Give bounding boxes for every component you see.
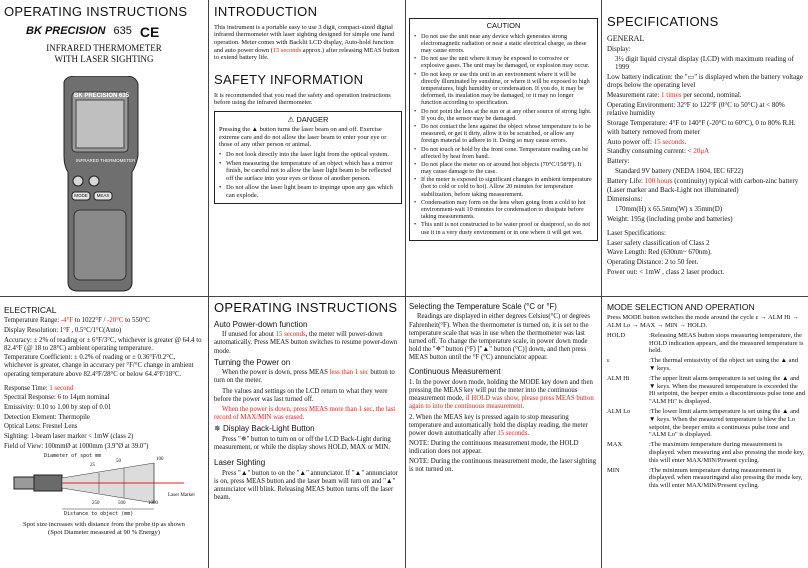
danger-intro: Pressing the ▲ button turns the laser beam on and off. Exercise extreme care and do not allow the laser beam to enter your eye or those of any other person or animal. — [219, 126, 387, 149]
caution-item: • Condensation may form on the lens when going from a cold to hot environment-wait 10 minutes for condensation to dissipate before taking measurements. — [414, 199, 593, 221]
display-resolution: Display Resolution: 1°F , 0.5°C/1°C(Auto) — [4, 326, 122, 334]
temp-coefficient: Temperature Coefficient: ± 0.2% of reading or ± 0.36°F/0.2°C, whichever is greater, change in accuracy per °F/°C change in ambient operating temperature above 82.4°F/28°C or below 64.4°F/18°C. — [4, 354, 194, 378]
ce-mark: CE — [139, 23, 160, 40]
specs-general: GENERAL — [607, 33, 645, 43]
subtitle-line-1: INFRARED THERMOMETER — [46, 43, 162, 54]
safety-heading: SAFETY INFORMATION — [214, 72, 364, 88]
model-number: 635 — [113, 25, 132, 38]
electrical-panel — [4, 302, 204, 566]
danger-item: • Do not look directly into the laser light from the optical system. — [219, 151, 397, 159]
doc-title: OPERATING INSTRUCTIONS — [4, 4, 188, 19]
intro-highlight: 15 seconds — [272, 46, 302, 54]
specs-rate: Measurement rate: 1 times per second, nominal. — [607, 91, 742, 100]
caution-item: • Do not point the lens at the sun or at any other source of strong light. If you do, the sensor may be damaged. — [414, 108, 593, 122]
subtitle-line-2: WITH LASER SIGHTING — [54, 54, 154, 65]
laser-spec: Laser safety classification of Class 2 — [607, 238, 710, 247]
diagram-d25: 25 — [90, 462, 95, 468]
danger-list — [219, 151, 397, 199]
diagram-caption — [4, 521, 204, 537]
spot-size-diagram — [4, 453, 200, 521]
apo-heading: Auto Power-down function — [214, 319, 308, 329]
intro-safety-panel — [214, 4, 402, 294]
electrical-heading: ELECTRICAL — [4, 305, 57, 315]
mode-row-alm-hi: ALM Hi :The upper limit alarm temperature is set using the ▲ and ▼ keys. When the measured temperature is exceeded the Hi setpoint, the beeper emits a discontinuous pulse tone and "ALM Hi" is displayed. — [607, 374, 805, 406]
emissivity: Emissivity: 0.10 to 1.00 by step of 0.01 — [4, 404, 112, 412]
intro-paragraph — [214, 24, 402, 62]
caption-line-2: (Spot Diameter measured at 90 % Energy) — [48, 528, 160, 536]
specs-battery-label: Battery: — [607, 157, 630, 166]
specs-weight: Weight: 195g (including probe and batteries) — [607, 215, 733, 224]
laser-spec: Wave Length: Red (630nm~ 670nm). — [607, 248, 712, 257]
specs-display-label: Display: — [607, 44, 631, 53]
backlight-text: Press "✵" button to turn on or off the LCD Back-Light during measurement, or while the display shows HOLD, MAX or MIN. — [214, 435, 391, 451]
caution-item: • Do not keep or use this unit in an environment where it will be directly illuminated by sunshine, or where it will be exposed to high temperatures, high humidity or condensation. If you do, it may be deformed, its insulation may be damaged, or it may no longer function according to specification. — [414, 71, 593, 107]
danger-title: ⚠ DANGER — [287, 115, 329, 124]
header-panel — [4, 4, 204, 294]
mode-panel — [607, 300, 805, 566]
diagram-d100: 100 — [156, 456, 164, 462]
brand-row — [4, 24, 204, 41]
vertical-divider — [405, 0, 406, 568]
device-brand: BK PRECISION 635 — [74, 93, 130, 99]
laser-spec: Operating Distance: 2 to 50 feet. — [607, 258, 699, 267]
device-mode-button: MODE — [74, 193, 88, 198]
apo-text: If unused for about 15 seconds, the meter will power-down automatically. Press MEAS button switches to resume power-down mode. — [214, 331, 398, 355]
brand-logo: BK PRECISION — [26, 25, 106, 38]
caution-item: • If the meter is exposed to significant changes in ambient temperature (hot to cold or cold to hot). Allow 20 minutes for temperature stabilization, before taking measurement. — [414, 176, 593, 198]
caution-title: CAUTION — [486, 21, 521, 30]
continuous-note: NOTE: During the continuous measurement mode, the laser sighting is not turned on. — [409, 458, 597, 474]
vertical-divider — [208, 0, 209, 568]
detection-element: Detection Element: Thermopile — [4, 413, 90, 421]
danger-item: • When measuring the temperature of an object which has a mirror finish, be careful not to allow the laser light beam to be reflected off the surface into your eyes or those of another person. — [219, 160, 397, 183]
device-illustration — [56, 76, 144, 292]
caution-item: • Do not contact the lens against the object whose temperature is to be measured, or get it dirty, allow it to be scratched, or allow any foreign material to adhere to it. Doing so may cause errors. — [414, 123, 593, 145]
intro-heading: INTRODUCTION — [214, 4, 318, 19]
diagram-d50: 50 — [116, 458, 121, 464]
power-on-text-2: The values and settings on the LCD return to what they were before the power was last turned off. — [214, 387, 388, 403]
diagram-bottom-label: Distance to object (mm) — [64, 510, 134, 517]
temp-range: Temperature Range: -4°F to 1022°F / -20°C to 550°C — [4, 317, 150, 325]
danger-box — [214, 111, 402, 204]
mode-row-min: MIN :The minimum temperature during measurement is displayed. when measuringand also pressing the mode key, this will enter MAX/MIN/Present cycling. — [607, 466, 803, 490]
danger-item: • Do not allow the laser light beam to impinge upon any gas which can explode. — [219, 184, 397, 199]
caution-list — [414, 33, 593, 236]
specs-dimensions-label: Dimensions: — [607, 195, 643, 204]
device-drawing — [56, 76, 144, 292]
diagram-laser-label: Laser Marker — [168, 492, 196, 498]
device-meas-button: MEAS — [96, 193, 110, 198]
continuous-note: NOTE: During the continuous measurement mode, the HOLD indication does not appear. — [409, 439, 579, 456]
operating-heading: OPERATING INSTRUCTIONS — [214, 300, 398, 315]
backlight-heading: ✵ Display Back-Light Button — [214, 424, 315, 434]
continuous-step: 2. When the MEAS key is pressed again to stop measuring temperature and automatically hold the display reading, the meter power down automatically after 15 seconds. — [409, 413, 588, 437]
mode-row-emissivity: ε :The thermal emissivity of the object set using the ▲ and ▼ keys. — [607, 357, 799, 372]
sighting: Sighting: 1-beam laser marker < 1mW (class 2) — [4, 433, 134, 441]
horizontal-divider — [0, 296, 808, 297]
specifications-panel — [607, 14, 805, 294]
scale-text: Readings are displayed in either degrees Celsius(°C) or degrees Fahrenheit(°F). When the thermometer is turned on, it is set to the temperature scale that was in use when the thermometer was last turned off. To change the temperature scale, in power down mode hold the "✵" button (°F) ["▲" button (°C)] down, and then press MEAS button until the °F (°C) annunciator appear. — [409, 313, 590, 362]
caption-line-1: Spot size increases with distance from the probe tip as shown — [23, 520, 185, 528]
optical-lens: Optical Lens: Fresnel Lens — [4, 423, 78, 431]
warning-icon: ⚠ — [287, 115, 297, 124]
product-subtitle — [4, 43, 204, 65]
response-time: Response Time: 1 second — [4, 384, 74, 392]
operating-panel — [214, 300, 402, 566]
power-on-warning: When the power is down, press MEAS more than 1 sec, the last record of MAX/MIN was erased. — [214, 405, 396, 422]
specs-operating-env: Operating Environment: 32°F to 122°F (0°C to 50°C) at < 80% relative humidity — [607, 101, 785, 118]
caution-box — [409, 18, 598, 241]
intro-text-a: This instrument is a portable easy to use 3 digit, compact-sized digital infrared thermometer with laser sighting designed for simple one hand operation. Meter comes with Backlit LCD display, Auto-hold function and auto power down ( — [214, 23, 395, 54]
specs-heading: SPECIFICATIONS — [607, 14, 719, 29]
continuous-steps — [409, 379, 598, 475]
caution-item: • This unit is not constructed to be water proof or dustproof, so do not use it in a very dusty environment or in one where it will get wet. — [414, 221, 593, 235]
field-of-view: Field of View: 100mmØ at 1000mm (3.9"Ø at 39.0") — [4, 442, 149, 450]
power-on-text: When the power is down, press MEAS less than 1 sec button to turn on the meter. — [214, 369, 395, 385]
specs-low-battery: Low battery indication: the "▭" is displayed when the battery voltage drops below the operating level — [607, 72, 803, 90]
diagram-top-label: Diameter of spot mm — [44, 452, 102, 459]
caution-item: • Do not use the unit near any device which generates strong electromagnetic radiation or near a static electrical charge, as these may cause errors. — [414, 33, 593, 55]
caution-item: • Do not place the meter on or around hot objects (70°C/158°F). It may cause damage to the case. — [414, 161, 593, 175]
backlight-icon: ✵ — [214, 424, 223, 434]
specs-battery-life: Battery Life: 100 hours (continuity) typical with carbon-zinc battery (Laser marker and Back-Light not illuminated) — [607, 177, 799, 194]
diagram-l250: 250 — [92, 500, 100, 506]
specs-standby: Standby consuming current: < 20μA — [607, 147, 710, 156]
scale-heading: Selecting the Temperature Scale (°C or °F) — [409, 302, 557, 311]
specs-dimensions-value: 170mm(H) x 65.5mm(W) x 35mm(D) — [615, 205, 723, 214]
safety-intro: It is recommended that you read the safety and operation instructions before using the infrared thermometer. — [214, 91, 391, 107]
laser-spec: Power out: < 1mW , class 2 laser product. — [607, 268, 725, 277]
laser-sighting-text: Press "▲" button to on the "▲" annunciator. If "▲" annunciator is on, press MEAS button and the laser beam will turn on and "▲" annunciator will blink. Releasing MEAS button turns off the laser beam. — [214, 469, 398, 502]
specs-auto-off: Auto power off: 15 seconds. — [607, 137, 687, 146]
vertical-divider — [601, 0, 602, 568]
device-label: INFRARED THERMOMETER — [76, 158, 136, 163]
mode-row-max: MAX :The maximum temperature during measurement is displayed. when measuring and also pressing the mode key, this will enter MAX/MIN/Present cycling. — [607, 441, 805, 464]
mode-row-hold: HOLD :Releasing MEAS button stops measuring temperature, the HOLD indication appears, and the measured temperature is held. — [607, 331, 804, 355]
caution-panel — [409, 18, 598, 294]
continuous-heading: Continuous Measurement — [409, 367, 501, 377]
laser-heading: Laser Specifications: — [607, 228, 666, 237]
specs-storage: Storage Temperature: 4°F to 140°F (-20°C to 60°C), 0 to 80% R.H. with battery removed from meter — [607, 119, 796, 136]
diagram-l1000: 1000 — [148, 500, 158, 506]
mode-row-alm-lo: ALM Lo :The lower limit alarm temperature is set using the ▲ and ▼ keys. When the measured temperature is blew the Lo setpoint, the beeper emits a continuous pulse tone and "ALM Lo" is displayed. — [607, 407, 800, 439]
accuracy: Accuracy: ± 2% of reading or ± 6°F/3°C, whichever is greater @ 64.4 to 82.4°F (@ 18 to 28°C) ambient operating temperature. — [4, 336, 202, 352]
mode-intro: Press MODE button switches the mode around the cycle ε → ALM Hi → ALM Lo → MAX → MIN → HOLD. — [607, 314, 799, 329]
intro-text-b: approx.) after releasing MEAS button to extend battery life. — [214, 46, 400, 62]
continuous-step: 1. In the power down mode, holding the MODE key down and then pressing the MEAS key will put the meter into the continuous measurement mode, if HOLD was show, please press MEAS button again to into the continuous measurement. — [409, 378, 594, 411]
diagram-l500: 500 — [118, 500, 126, 506]
mode-heading: MODE SELECTION AND OPERATION — [607, 302, 755, 312]
laser-sighting-heading: Laser Sighting — [214, 458, 266, 468]
caution-item: • Do not use the unit where it may be exposed to corrosive or explosive gases. The unit may be damaged, or explosion may occur. — [414, 55, 593, 69]
specs-battery-value: Standard 9V battery (NEDA 1604, IEC 6F22) — [615, 167, 744, 176]
specs-display-value: 3½ digit liquid crystal display (LCD) with maximum reading of 1999 — [615, 54, 794, 71]
caution-item: • Do not touch or hold by the front cone. Temperature reading can be affected by heat from hand. — [414, 146, 593, 160]
power-on-heading: Turning the Power on — [214, 357, 291, 367]
spectral-response: Spectral Response: 6 to 14μm nominal — [4, 394, 110, 402]
scale-panel — [409, 300, 598, 566]
